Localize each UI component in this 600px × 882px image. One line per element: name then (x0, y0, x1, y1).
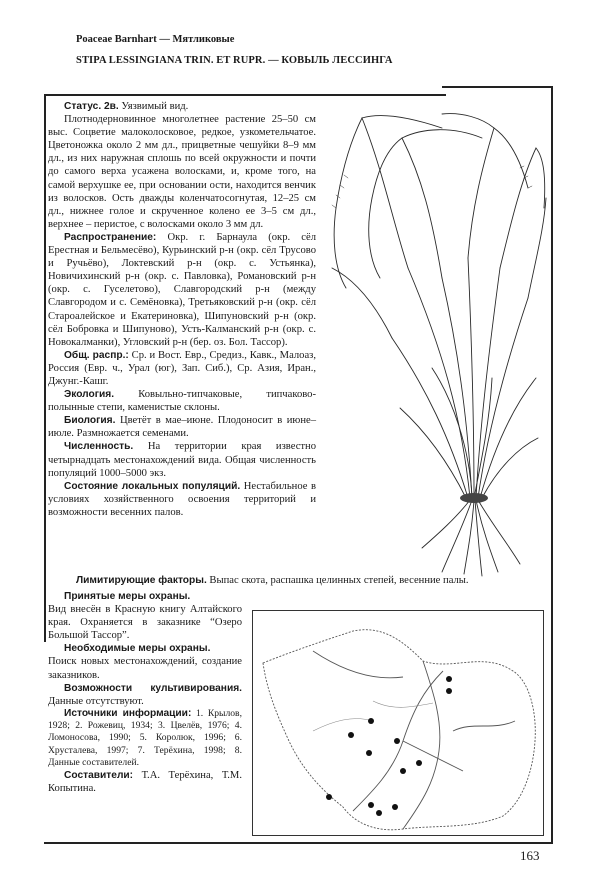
biology-text: Цветёт в мае–июне. Плодоносит в июне–июле. Размножается семенами. (48, 415, 316, 440)
header-family: Poaceae Barnhart — Мятликовые (76, 34, 235, 45)
protection-label: Принятые меры охраны. (64, 591, 191, 602)
frame-rule-top (44, 94, 446, 96)
abundance-text: На территории края известно четырнадцать местонахождений вида. Общая численность популяций 1000–5000 экз. (48, 441, 316, 479)
general-range-paragraph (48, 349, 316, 388)
header-species: STIPA LESSINGIANA TRIN. ET RUPR. — КОВЫЛЬ ЛЕССИНГА (76, 55, 393, 66)
ecology-paragraph (48, 388, 316, 414)
protection-heading (48, 590, 242, 603)
cultivation-text: Данные отсутствуют. (48, 695, 144, 707)
needed-heading (48, 642, 242, 655)
limiting-text: Выпас скота, распашка целинных степей, весенние палы. (206, 575, 469, 586)
map-point (376, 810, 382, 816)
general-range-label: Общ. распр.: (64, 349, 129, 361)
compilers-text: Т.А. Терёхина, Т.М. Копытина. (48, 770, 242, 795)
ecology-label: Экология. (64, 389, 115, 401)
main-text-column (48, 100, 316, 519)
plant-illustration (322, 98, 548, 578)
distribution-text: Окр. г. Барнаула (окр. сёл Ерестная и Бельмесёво), Курьинский р-н (окр. сёл Трусово и Ручьёво), Локтевский р-н (окр. с. Устьянка), Новичихинский р-н (окр. с. Павловка), Романовский р-н (окр. с. Гуселетово), Славгородский р-н (между Славгородом и с. Семёновка), Третьяковский р-н (окр. сёл Староалейское и Екатериновка), Шипуновский р-н (окр. сёл Бобровка и Шипуново), Усть-Калманский р-н (окр. с. Новокалманки), Угловский р-н (бер. оз. Бол. Тассор). (48, 231, 316, 348)
compilers-label: Составители: (64, 770, 134, 782)
local-state-paragraph (48, 480, 316, 519)
map-point (326, 794, 332, 800)
frame-rule-right (551, 86, 553, 844)
map-point (368, 802, 374, 808)
biology-paragraph (48, 414, 316, 440)
cultivation-label: Возможности культивирования. (64, 682, 242, 694)
page-number: 163 (520, 848, 540, 863)
local-state-text: Нестабильное в условиях хозяйственного освоения территорий и возможности весенних палов. (48, 480, 316, 518)
sources-label: Источники информации: (64, 707, 192, 719)
abundance-paragraph (48, 440, 316, 479)
frame-rule-bottom (44, 842, 553, 844)
status-text: Уязвимый вид. (118, 101, 189, 112)
cultivation-paragraph (48, 682, 242, 708)
limiting-label: Лимитирующие факторы. (76, 575, 207, 586)
map-point (392, 804, 398, 810)
distribution-paragraph (48, 231, 316, 349)
general-range-text: Ср. и Вост. Евр., Средиз., Кавк., Малоаз, Россия (Евр. ч., Урал (юг), Зап. Сиб.), Ср. Азия, Иран., Джунг.-Кашг. (48, 349, 316, 387)
description-paragraph: Плотнодерновинное многолетнее растение 25–50 см выс. Соцветие малоколосковое, редкое, узкометельчатое. Цветоножка около 2 мм дл., прицветные чешуйки 8–9 мм дл., из них наружная сплошь по всей окружности и почти до самого верха усажена волосками, и, кроме того, на самой верхушке ее, при основании ости, находится венчик из волосков. Ость дважды коленчатосогнутая, 12–25 см дл., нижнее голое и скрученное колено ее 3–5 см дл., верхнее – перистое, с волосками около 3 мм дл. (48, 114, 316, 230)
map-point (366, 750, 372, 756)
sources-text: 1. Крылов, 1928; 2. Рожевиц, 1934; 3. Цвелёв, 1976; 4. Ломоносова, 1990; 5. Королюк, 1996; 6. Хрусталева, 1997; 7. Терёхина, 1998; 8. Данные составителей. (48, 707, 242, 769)
map-point (446, 676, 452, 682)
status-label: Статус. 2в. (64, 101, 119, 112)
distribution-map (253, 611, 543, 835)
distribution-label: Распространение: (64, 231, 157, 243)
lower-text-column (48, 590, 242, 796)
local-state-label: Состояние локальных популяций. (64, 480, 241, 492)
ecology-text: Ковыльно-типчаковые, типчаково-полынные степи, каменистые склоны. (48, 389, 316, 414)
map-point (348, 732, 354, 738)
protection-text: Вид внесён в Красную книгу Алтайского края. Охраняется в заказнике “Озеро Большой Тассор”. (48, 604, 242, 642)
frame-rule-left (44, 94, 46, 642)
biology-label: Биология. (64, 415, 116, 427)
abundance-label: Численность. (64, 441, 134, 453)
needed-label: Необходимые меры охраны. (64, 643, 211, 655)
map-point (416, 760, 422, 766)
status-paragraph (48, 100, 316, 113)
frame-rule-top-right (442, 86, 553, 88)
map-point (400, 768, 406, 774)
map-point (446, 688, 452, 694)
map-point (368, 718, 374, 724)
map-point (394, 738, 400, 744)
sources-paragraph (48, 708, 242, 769)
needed-text: Поиск новых местонахождений, создание заказников. (48, 656, 242, 681)
compilers-paragraph (48, 769, 242, 795)
